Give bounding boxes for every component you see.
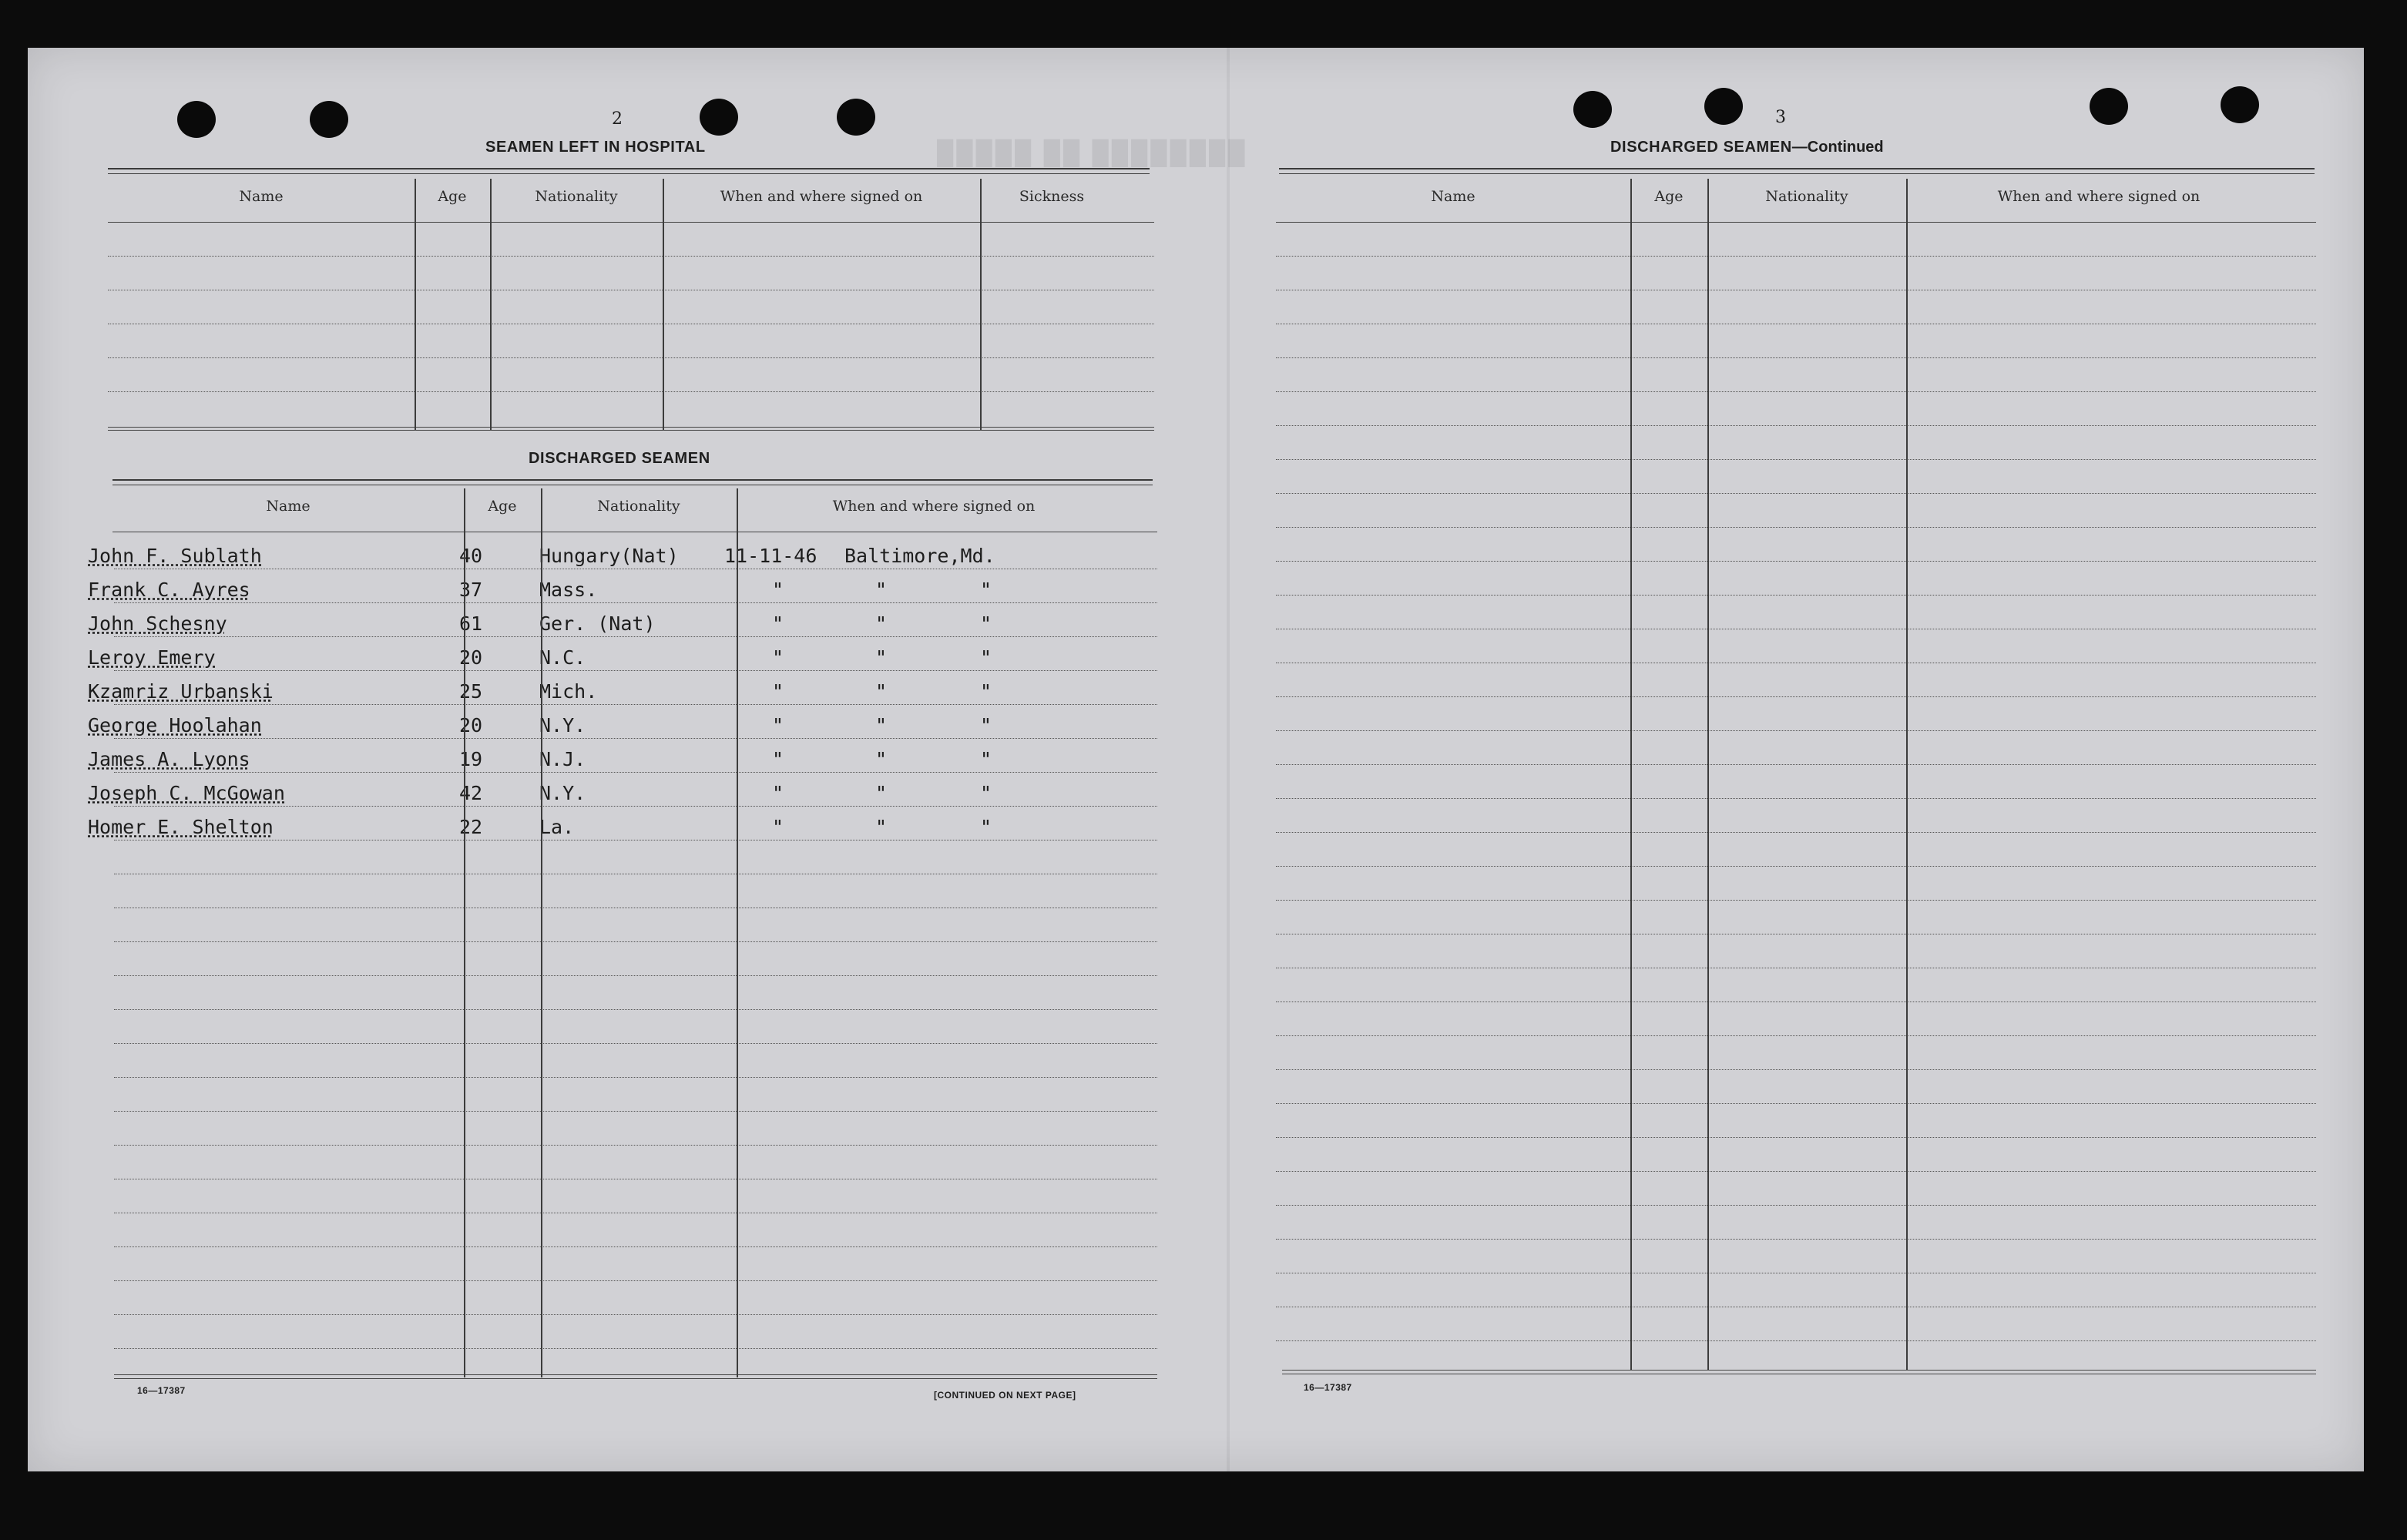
signed-on-ditto: "	[980, 748, 992, 770]
signed-on-date: "	[772, 714, 784, 736]
discharged-row-line	[114, 1246, 1157, 1247]
hospital-row-line	[108, 357, 1154, 358]
seaman-age: 37	[459, 579, 483, 601]
column-header-signed-on: When and where signed on	[832, 498, 1036, 515]
column-header-name: Name	[266, 498, 311, 515]
hospital-table-bottom-rule	[108, 430, 1154, 431]
signed-on-place: "	[875, 680, 888, 703]
discharged-row-line	[114, 772, 1157, 773]
signed-on-date: "	[772, 612, 784, 635]
continued-note: [CONTINUED ON NEXT PAGE]	[934, 1390, 1076, 1401]
right-section-title	[1610, 139, 1884, 156]
seaman-name: John F. Sublath	[88, 545, 262, 567]
signed-on-ditto: "	[980, 646, 992, 669]
seaman-name: George Hoolahan	[88, 714, 262, 736]
column-divider	[980, 179, 982, 430]
seaman-age: 42	[459, 782, 483, 804]
right-row-line	[1276, 900, 2316, 901]
seaman-name: John Schesny	[88, 612, 227, 635]
seaman-name: James A. Lyons	[88, 748, 250, 770]
punch-hole	[2221, 86, 2259, 123]
signed-on-place: "	[875, 748, 888, 770]
seaman-nationality: N.J.	[539, 748, 586, 770]
seaman-age: 25	[459, 680, 483, 703]
discharged-row-line	[114, 1043, 1157, 1044]
page-number: 3	[1775, 108, 1786, 127]
discharged-row-line	[114, 738, 1157, 739]
discharged-row-line	[114, 1280, 1157, 1281]
seaman-name: Joseph C. McGowan	[88, 782, 285, 804]
right-row-line	[1276, 696, 2316, 697]
hospital-table-top-rule	[108, 168, 1150, 174]
column-divider	[663, 179, 664, 430]
seaman-age: 20	[459, 646, 483, 669]
right-row-line	[1276, 391, 2316, 392]
seaman-nationality: N.Y.	[539, 782, 586, 804]
right-row-line	[1276, 1340, 2316, 1341]
right-row-line	[1276, 1069, 2316, 1070]
column-header-signed-on: When and where signed on	[1997, 188, 2201, 205]
column-header-signed-on: When and where signed on	[720, 188, 923, 205]
form-number: 16—17387	[1304, 1382, 1352, 1393]
right-row-line	[1276, 459, 2316, 460]
signed-on-date: "	[772, 680, 784, 703]
signed-on-ditto: "	[980, 579, 992, 601]
column-header-age: Age	[1654, 188, 1684, 205]
punch-hole	[177, 101, 216, 138]
punch-hole	[700, 99, 738, 136]
column-divider	[1707, 179, 1709, 1370]
bleed-through-texture: █████ ██ ████████	[937, 140, 1248, 166]
seaman-nationality: Hungary(Nat)	[539, 545, 679, 567]
right-row-line	[1276, 1137, 2316, 1138]
column-header-name: Name	[1431, 188, 1475, 205]
seaman-name: Kzamriz Urbanski	[88, 680, 274, 703]
signed-on-ditto: "	[980, 782, 992, 804]
signed-on-date: 11-11-46	[724, 545, 817, 567]
column-header-age: Age	[438, 188, 467, 205]
right-section-title-main: DISCHARGED SEAMEN	[1610, 139, 1792, 156]
right-header-rule	[1276, 222, 2316, 223]
seaman-age: 22	[459, 816, 483, 838]
page-number: 2	[612, 109, 623, 129]
right-row-line	[1276, 832, 2316, 833]
column-header-name: Name	[239, 188, 284, 205]
punch-hole	[2090, 88, 2128, 125]
right-row-line	[1276, 1239, 2316, 1240]
discharged-row-line	[114, 1348, 1157, 1349]
signed-on-date: "	[772, 816, 784, 838]
signed-on-place: "	[875, 782, 888, 804]
discharged-row-line	[114, 636, 1157, 637]
signed-on-ditto: "	[980, 816, 992, 838]
seaman-nationality: La.	[539, 816, 575, 838]
signed-on-date: "	[772, 579, 784, 601]
right-row-line	[1276, 1171, 2316, 1172]
right-row-line	[1276, 595, 2316, 596]
punch-hole	[1573, 91, 1612, 128]
column-divider	[464, 488, 465, 1377]
discharged-row-line	[114, 602, 1157, 603]
signed-on-place: "	[875, 816, 888, 838]
column-divider	[490, 179, 492, 430]
right-section-title-continued: —Continued	[1791, 139, 1884, 156]
seaman-nationality: Mass.	[539, 579, 598, 601]
right-row-line	[1276, 798, 2316, 799]
discharged-table-top-rule	[112, 479, 1153, 485]
column-header-nationality: Nationality	[535, 188, 618, 205]
column-header-sickness: Sickness	[1019, 188, 1085, 205]
signed-on-ditto: "	[980, 680, 992, 703]
discharged-row-line	[114, 704, 1157, 705]
right-row-line	[1276, 1035, 2316, 1036]
right-row-line	[1276, 764, 2316, 765]
hospital-row-line	[108, 256, 1154, 257]
right-row-line	[1276, 1103, 2316, 1104]
column-divider	[737, 488, 738, 1377]
hospital-table-bottom-rule	[108, 427, 1154, 428]
column-header-nationality: Nationality	[597, 498, 680, 515]
column-header-nationality: Nationality	[1765, 188, 1848, 205]
punch-hole	[1704, 88, 1743, 125]
right-row-line	[1276, 561, 2316, 562]
seaman-nationality: Ger. (Nat)	[539, 612, 656, 635]
column-divider	[415, 179, 416, 430]
discharged-row-line	[114, 1111, 1157, 1112]
seaman-age: 19	[459, 748, 483, 770]
right-table-bottom-rule	[1282, 1370, 2316, 1371]
form-number: 16—17387	[137, 1385, 186, 1396]
punch-hole	[837, 99, 875, 136]
right-row-line	[1276, 493, 2316, 494]
signed-on-ditto: "	[980, 612, 992, 635]
right-row-line	[1276, 527, 2316, 528]
discharged-row-line	[114, 975, 1157, 976]
document-sheet	[28, 48, 2364, 1471]
seaman-nationality: N.Y.	[539, 714, 586, 736]
discharged-table-bottom-rule	[114, 1374, 1157, 1375]
column-header-age: Age	[488, 498, 517, 515]
right-table-top-rule	[1279, 168, 2315, 174]
signed-on-date: "	[772, 646, 784, 669]
right-row-line	[1276, 425, 2316, 426]
discharged-row-line	[114, 941, 1157, 942]
right-row-line	[1276, 866, 2316, 867]
seaman-name: Homer E. Shelton	[88, 816, 274, 838]
seaman-age: 61	[459, 612, 483, 635]
hospital-section-title: SEAMEN LEFT IN HOSPITAL	[485, 139, 706, 156]
signed-on-place: "	[875, 579, 888, 601]
discharged-row-line	[114, 806, 1157, 807]
hospital-row-line	[108, 391, 1154, 392]
punch-hole	[310, 101, 348, 138]
seaman-nationality: N.C.	[539, 646, 586, 669]
right-row-line	[1276, 357, 2316, 358]
signed-on-date: "	[772, 782, 784, 804]
seaman-nationality: Mich.	[539, 680, 598, 703]
discharged-row-line	[114, 1009, 1157, 1010]
signed-on-place: "	[875, 612, 888, 635]
discharged-row-line	[114, 1077, 1157, 1078]
column-divider	[1630, 179, 1632, 1370]
discharged-table-bottom-rule	[114, 1378, 1157, 1379]
column-divider	[1906, 179, 1908, 1370]
discharged-row-line	[114, 670, 1157, 671]
signed-on-place: Baltimore,Md.	[844, 545, 995, 567]
signed-on-place: "	[875, 646, 888, 669]
right-row-line	[1276, 256, 2316, 257]
seaman-name: Frank C. Ayres	[88, 579, 250, 601]
hospital-header-rule	[108, 222, 1154, 223]
seaman-name: Leroy Emery	[88, 646, 216, 669]
discharged-section-title: DISCHARGED SEAMEN	[529, 450, 710, 467]
right-row-line	[1276, 1205, 2316, 1206]
discharged-row-line	[114, 1314, 1157, 1315]
signed-on-date: "	[772, 748, 784, 770]
column-divider	[541, 488, 542, 1377]
seaman-age: 20	[459, 714, 483, 736]
seaman-age: 40	[459, 545, 483, 567]
signed-on-ditto: "	[980, 714, 992, 736]
page-fold	[1227, 48, 1230, 1471]
right-row-line	[1276, 730, 2316, 731]
discharged-row-line	[114, 1145, 1157, 1146]
signed-on-place: "	[875, 714, 888, 736]
